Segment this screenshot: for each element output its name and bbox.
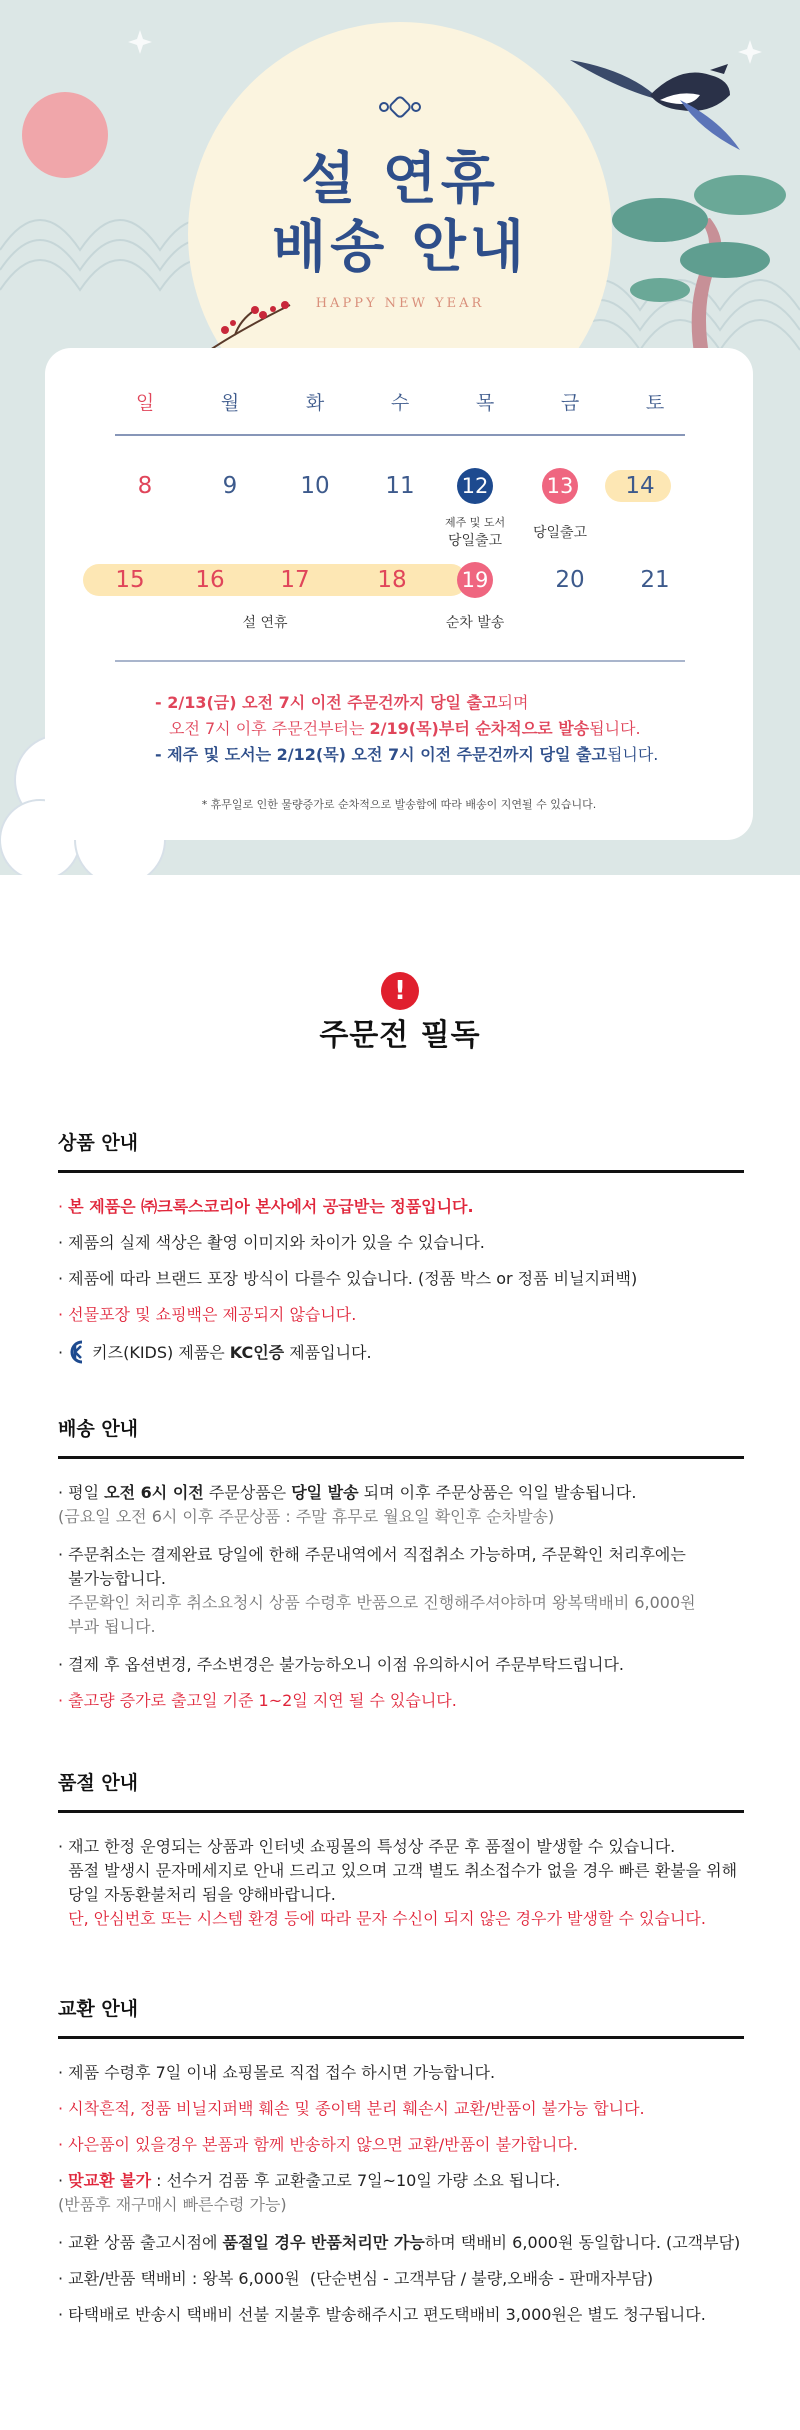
holiday-note: 설 연휴 xyxy=(242,615,288,631)
date-14: 14 xyxy=(625,473,655,499)
product-item-5-post: 제품입니다. xyxy=(284,1343,372,1362)
exchange-item-3: · 사은품이 있을경우 본품과 함께 반송하지 않으면 교환/반품이 불가합니다. xyxy=(58,2135,578,2154)
weekday-thu: 목 xyxy=(475,392,495,414)
weekday-header xyxy=(115,388,685,418)
product-section-title: 상품 안내 xyxy=(58,1132,139,1154)
soldout-item-1: · 재고 한정 운영되는 상품과 인터넷 쇼핑몰의 특성상 주문 후 품절이 발생할 수 있습니다. xyxy=(58,1837,676,1856)
delivery-item-2d: 부과 됩니다. xyxy=(58,1617,156,1636)
product-item-1 xyxy=(58,1196,748,1218)
delivery-item-3: · 결제 후 옵션변경, 주소변경은 불가능하오니 이점 유의하시어 주문부탁드립니다. xyxy=(58,1655,624,1674)
exchange-item-5-c: 하며 택배비 6,000원 동일합니다. (고객부담) xyxy=(424,2233,741,2252)
date-8: 8 xyxy=(137,473,153,499)
date-15: 15 xyxy=(115,567,145,593)
exchange-item-6: · 교환/반품 택배비 : 왕복 6,000원 (단순변심 - 고객부담 / 불량,오배송 - 판매자부담) xyxy=(58,2269,654,2288)
exchange-item-4-a: · xyxy=(58,2171,69,2190)
exchange-item-2: · 시착흔적, 정품 비닐지퍼백 훼손 및 종이택 분리 훼손시 교환/반품이 불가능 합니다. xyxy=(58,2099,645,2118)
holiday-banner xyxy=(0,0,800,875)
notice-line-3-suffix: 됩니다. xyxy=(606,745,659,764)
banner-title-line1: 설 연휴 xyxy=(301,147,499,212)
soldout-section-divider xyxy=(58,1810,744,1813)
date-18: 18 xyxy=(377,567,407,593)
date-13: 13 xyxy=(542,468,578,504)
delivery-item-1-c: 주문상품은 xyxy=(203,1483,292,1502)
date-20: 20 xyxy=(555,567,585,593)
delivery-item-2c: 주문확인 처리후 취소요청시 상품 수령후 반품으로 진행해주셔야하며 왕복택배비 6,000원 xyxy=(58,1593,696,1612)
notice-line-3-prefix: - xyxy=(155,745,168,764)
soldout-item-3: 당일 자동환불처리 됨을 양해바랍니다. xyxy=(58,1885,336,1904)
exchange-item-4-c: : 선수거 검품 후 교환출고로 7일~10일 가량 소요 됩니다. xyxy=(151,2171,561,2190)
date-12-note-b: 당일출고 xyxy=(447,533,503,549)
delivery-section-divider xyxy=(58,1456,744,1459)
weekday-wed: 수 xyxy=(390,392,410,414)
notice-line-1-prefix: - 2/13(금) xyxy=(155,693,243,712)
must-read-title: 주문전 필독 xyxy=(319,1018,481,1053)
date-12-note-a: 제주 및 도서 xyxy=(445,516,506,529)
product-item-5-bold: KC인증 xyxy=(229,1343,285,1362)
notice-line-1-suffix: 되며 xyxy=(497,693,529,712)
calendar-divider-bottom xyxy=(115,660,685,662)
calendar-card xyxy=(45,348,753,840)
delivery-item-2b: 불가능합니다. xyxy=(58,1569,166,1588)
exchange-item-4 xyxy=(58,2170,748,2192)
weekday-mon: 월 xyxy=(220,392,240,414)
weekday-sat: 토 xyxy=(645,392,665,414)
weekday-sun: 일 xyxy=(135,392,155,414)
notice-line-1 xyxy=(155,690,715,713)
soldout-item-4: 단, 안심번호 또는 시스템 환경 등에 따라 문자 수신이 되지 않은 경우가 발생할 수 있습니다. xyxy=(58,1909,706,1928)
delivery-item-1-a: · 평일 xyxy=(58,1483,105,1502)
weekday-tue: 화 xyxy=(305,392,325,414)
delay-footnote: * 휴무일로 인한 물량증가로 순차적으로 발송함에 따라 배송이 지연될 수 있습니다. xyxy=(201,798,597,811)
notice-line-2-suffix: 됩니다. xyxy=(589,719,641,738)
delivery-item-1-b: 오전 6시 이전 xyxy=(104,1483,204,1502)
date-21: 21 xyxy=(640,567,670,593)
exchange-item-1: · 제품 수령후 7일 이내 쇼핑몰로 직접 접수 하시면 가능합니다. xyxy=(58,2063,496,2082)
exchange-item-5-a: · 교환 상품 출고시점에 xyxy=(58,2233,223,2252)
date-19: 19 xyxy=(457,562,493,598)
delivery-item-1-sub: (금요일 오전 6시 이후 주문상품 : 주말 휴무로 월요일 확인후 순차발송) xyxy=(58,1507,555,1526)
weekday-fri: 금 xyxy=(560,392,580,414)
delivery-section-title: 배송 안내 xyxy=(58,1418,139,1440)
exchange-section-divider xyxy=(58,2036,744,2039)
product-section-divider xyxy=(58,1170,744,1173)
product-item-4: · 선물포장 및 쇼핑백은 제공되지 않습니다. xyxy=(58,1305,357,1324)
exchange-item-4-sub: (반품후 재구매시 빠른수령 가능) xyxy=(58,2195,287,2214)
date-17: 17 xyxy=(280,567,310,593)
exchange-item-5 xyxy=(58,2232,748,2254)
notice-line-3-bold: 제주 및 도서는 2/12(목) 오전 7시 이전 주문건까지 당일 출고 xyxy=(167,745,607,764)
date-12: 12 xyxy=(457,468,493,504)
soldout-section-title: 품절 안내 xyxy=(58,1772,139,1794)
delivery-item-4: · 출고량 증가로 출고일 기준 1~2일 지연 될 수 있습니다. xyxy=(58,1691,457,1710)
delivery-item-2a: · 주문취소는 결제완료 당일에 한해 주문내역에서 직접취소 가능하며, 주문확인 처리후에는 xyxy=(58,1545,686,1564)
date-19-note: 순차 발송 xyxy=(445,615,505,631)
alert-icon: ! xyxy=(381,972,419,1010)
delivery-item-1 xyxy=(58,1482,748,1504)
notice-line-2-bold: 2/19(목)부터 순차적으로 발송 xyxy=(369,719,590,738)
date-11: 11 xyxy=(385,473,415,499)
calendar-divider-top xyxy=(115,434,685,436)
product-item-5-pre: 키즈(KIDS) 제품은 xyxy=(92,1343,230,1362)
kc-mark-icon xyxy=(68,1340,88,1364)
bullet: · xyxy=(58,1343,69,1362)
date-13-note: 당일출고 xyxy=(532,525,588,541)
exchange-item-5-bold: 품절일 경우 반품처리만 가능 xyxy=(222,2233,425,2252)
notice-line-3 xyxy=(155,742,715,765)
delivery-item-1-d: 당일 발송 xyxy=(291,1483,359,1502)
banner-subtitle: HAPPY NEW YEAR xyxy=(315,296,485,311)
product-item-1-bold: 본 제품은 ㈜크록스코리아 본사에서 공급받는 정품입니다. xyxy=(68,1197,474,1216)
product-item-3: · 제품에 따라 브랜드 포장 방식이 다를수 있습니다. (정품 박스 or 정품 비닐지퍼백) xyxy=(58,1269,638,1288)
exchange-item-4-bold: 맞교환 불가 xyxy=(68,2171,152,2190)
magpie-bird-decoration xyxy=(560,40,760,150)
soldout-item-2: 품절 발생시 문자메세지로 안내 드리고 있으며 고객 별도 취소접수가 없을 경우 빠른 환불을 위해 xyxy=(58,1861,738,1880)
bullet: · xyxy=(58,1197,69,1216)
exchange-section-title: 교환 안내 xyxy=(58,1998,139,2020)
banner-title-line2: 배송 안내 xyxy=(272,215,528,280)
date-16: 16 xyxy=(195,567,225,593)
product-item-5 xyxy=(58,1340,748,1364)
date-9: 9 xyxy=(222,473,238,499)
notice-line-1-bold: 오전 7시 이전 주문건까지 당일 출고 xyxy=(242,693,498,712)
exchange-item-7: · 타택배로 반송시 택배비 선불 지불후 발송해주시고 편도택배비 3,000원은 별도 청구됩니다. xyxy=(58,2305,706,2324)
knot-icon xyxy=(378,92,422,122)
product-item-2: · 제품의 실제 색상은 촬영 이미지와 차이가 있을 수 있습니다. xyxy=(58,1233,485,1252)
notice-line-2 xyxy=(169,716,729,739)
date-10: 10 xyxy=(300,473,330,499)
delivery-item-1-e: 되며 이후 주문상품은 익일 발송됩니다. xyxy=(358,1483,637,1502)
notice-line-2-prefix: 오전 7시 이후 주문건부터는 xyxy=(169,719,370,738)
